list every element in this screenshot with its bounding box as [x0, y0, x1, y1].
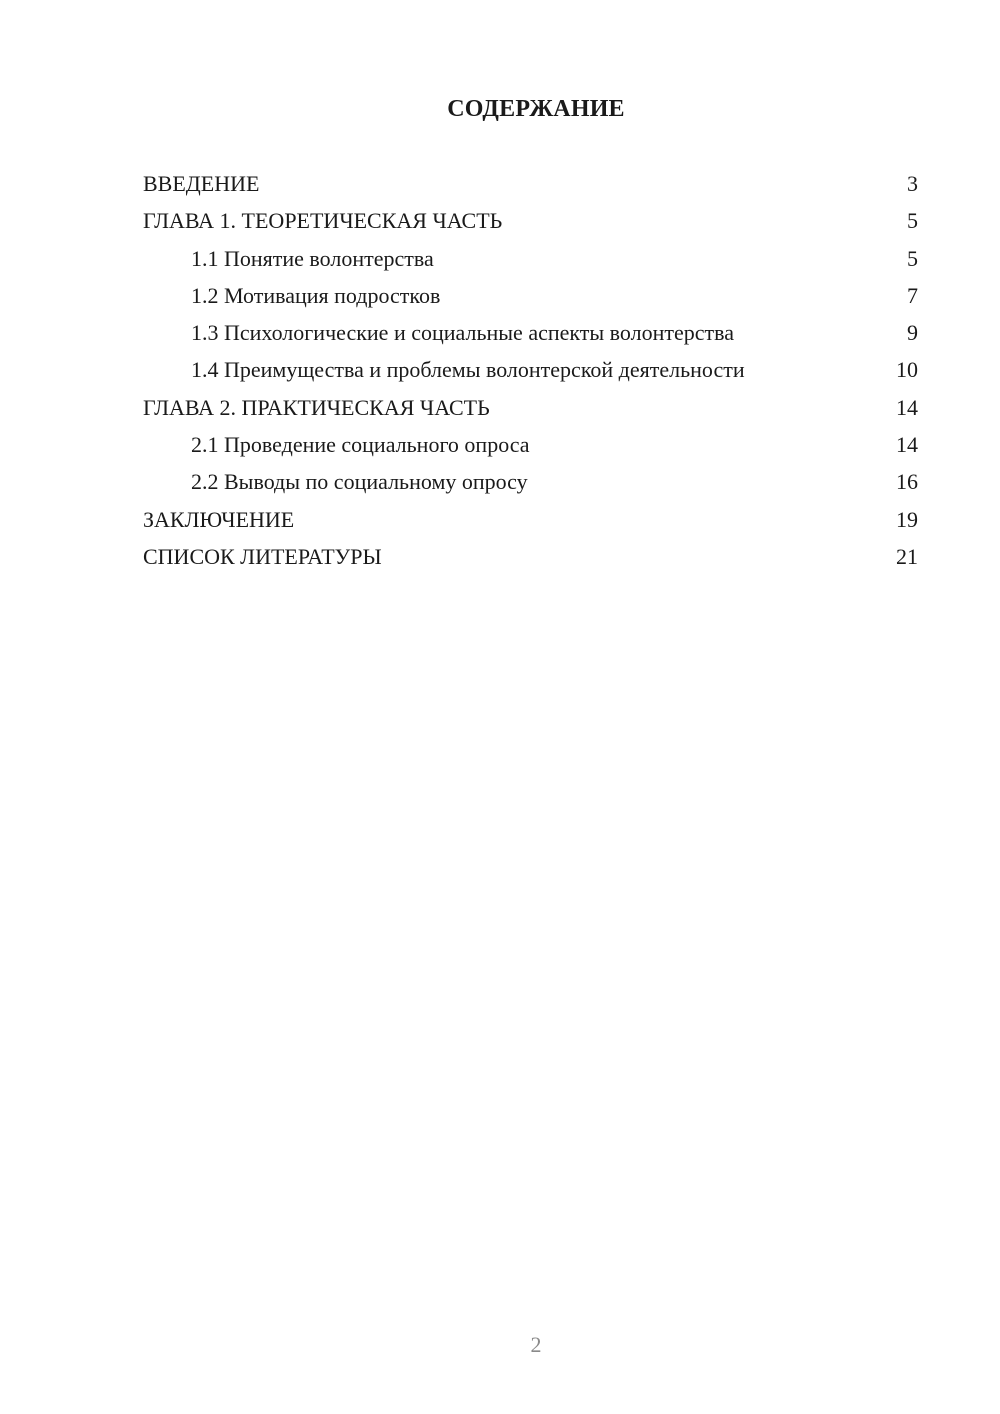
toc-entry-label: ВВЕДЕНИЕ	[143, 171, 260, 196]
toc-entry-page: 5	[907, 245, 918, 271]
toc-entry-label: 1.1 Понятие волонтерства	[191, 245, 434, 271]
toc-entry-page: 19	[896, 506, 918, 532]
toc-entry-label: СПИСОК ЛИТЕРАТУРЫ	[143, 543, 382, 569]
toc-entry[interactable]	[143, 389, 918, 426]
toc-entry[interactable]	[143, 501, 918, 538]
toc-entry-label: ГЛАВА 1. ТЕОРЕТИЧЕСКАЯ ЧАСТЬ	[143, 208, 503, 234]
toc-entry-label: 2.1 Проведение социального опроса	[191, 432, 530, 458]
toc-entry-label: 1.4 Преимущества и проблемы волонтерской деятельности	[191, 357, 745, 383]
toc-entry-page: 16	[896, 469, 918, 495]
page-number: 2	[530, 1332, 542, 1357]
toc-subentry[interactable]	[143, 426, 918, 463]
table-of-contents	[143, 165, 918, 575]
toc-entry-label: 1.3 Психологические и социальные аспекты волонтерства	[191, 320, 734, 346]
toc-subentry[interactable]	[143, 351, 918, 388]
page-title: СОДЕРЖАНИЕ	[447, 96, 625, 122]
toc-entry-page: 3	[907, 171, 918, 196]
toc-subentry[interactable]	[143, 463, 918, 500]
toc-subentry[interactable]	[143, 277, 918, 314]
toc-entry-label: 1.2 Мотивация подростков	[191, 282, 441, 308]
toc-entry-page: 9	[907, 320, 918, 346]
toc-entry[interactable]	[143, 538, 918, 575]
toc-entry-page: 5	[907, 208, 918, 234]
toc-entry-label: ГЛАВА 2. ПРАКТИЧЕСКАЯ ЧАСТЬ	[143, 394, 490, 420]
toc-entry[interactable]	[143, 202, 918, 239]
toc-subentry[interactable]	[143, 314, 918, 351]
toc-entry-page: 14	[896, 394, 918, 420]
toc-entry-page: 10	[896, 357, 918, 383]
toc-entry-page: 7	[907, 282, 918, 308]
toc-subentry[interactable]	[143, 240, 918, 277]
toc-entry-label: ЗАКЛЮЧЕНИЕ	[143, 506, 295, 532]
toc-entry-page: 21	[896, 543, 918, 569]
toc-entry-label: 2.2 Выводы по социальному опросу	[191, 469, 528, 495]
toc-entry[interactable]	[143, 165, 918, 202]
toc-entry-page: 14	[896, 432, 918, 458]
